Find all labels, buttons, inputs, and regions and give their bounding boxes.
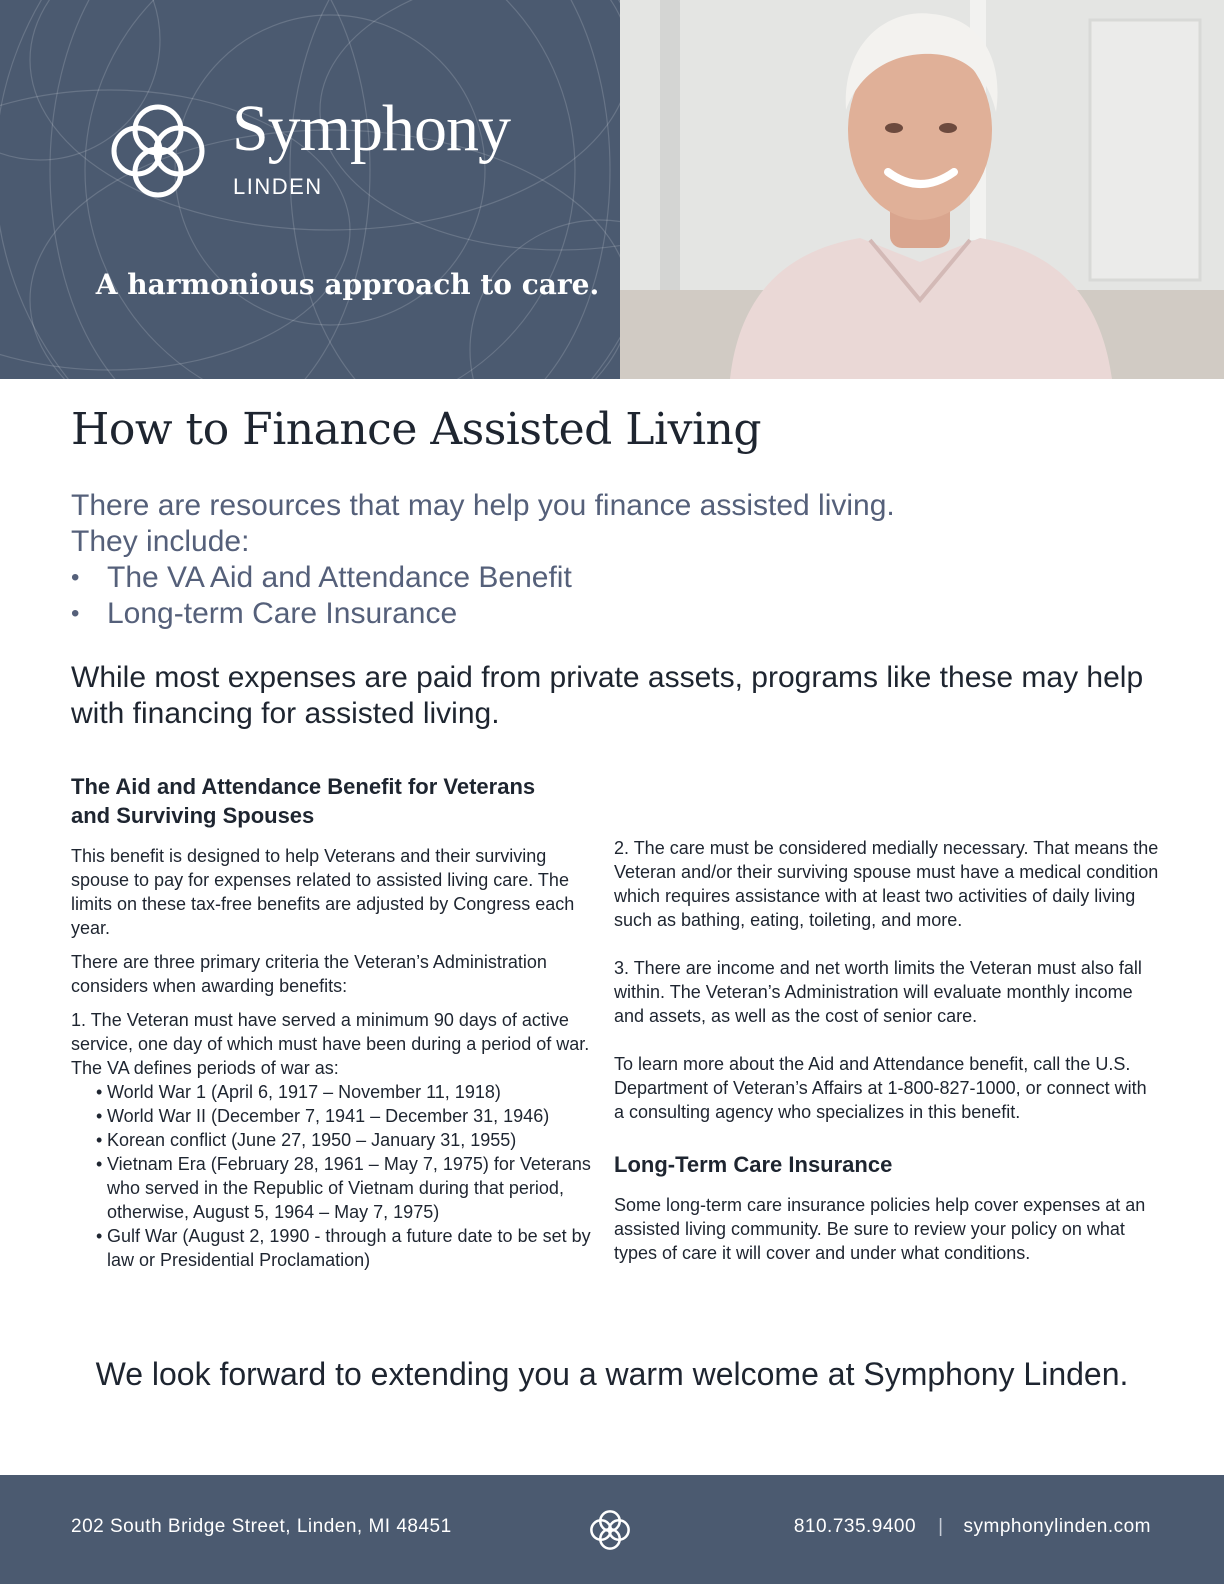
list-item: • The VA Aid and Attendance Benefit (71, 560, 1151, 596)
footer-website: symphonylinden.com (963, 1516, 1151, 1537)
list-item: • Long-term Care Insurance (71, 596, 1151, 632)
left-column (71, 772, 606, 1272)
list-item: • Gulf War (August 2, 1990 - through a future date to be set by law or Presidential Proclamation) (96, 1224, 606, 1272)
footer-contact (794, 1516, 1151, 1538)
lead-paragraph: While most expenses are paid from private assets, programs like these may help with financing for assisted living. (71, 661, 1144, 730)
footer-address: 202 South Bridge Street, Linden, MI 48451 (71, 1516, 452, 1537)
aid-paragraph-1: This benefit is designed to help Veterans and their surviving spouse to pay for expenses related to assisted living care. The limits on these tax-free benefits are adjusted by Congress each year. (71, 846, 575, 938)
closing-message: We look forward to extending you a warm welcome at Symphony Linden. (95, 1356, 1129, 1392)
heading-line-2: and Surviving Spouses (71, 803, 315, 828)
criterion-1: 1. The Veteran must have served a minimum 90 days of active service, one day of which must have been during a period of war. (71, 1010, 590, 1054)
intro-line-1: There are resources that may help you finance assisted living. (71, 489, 895, 522)
intro-text (71, 488, 1151, 560)
page-footer (0, 1475, 1224, 1584)
intro-block (71, 488, 1151, 632)
brand-name: Symphony (232, 92, 511, 165)
aid-section-heading (71, 772, 606, 830)
list-item: • World War 1 (April 6, 1917 – November 11, 1918) (96, 1080, 606, 1104)
list-item: • World War II (December 7, 1941 – December 31, 1946) (96, 1104, 606, 1128)
brand-panel (0, 0, 620, 379)
page-header (0, 0, 1224, 379)
footer-phone: 810.735.9400 (793, 1516, 917, 1537)
hero-photo (620, 0, 1224, 379)
war-periods-list (71, 1080, 606, 1272)
heading-line-1: The Aid and Attendance Benefit for Veterans (71, 774, 536, 799)
brand-location: LINDEN (233, 174, 323, 199)
resource-list (71, 560, 1151, 632)
criterion-3: 3. There are income and net worth limits the Veteran must also fall within. The Veteran’s Administration will evaluate monthly income and assets, as well as the cost of senior care. (614, 958, 1142, 1026)
symphony-logo-icon (106, 99, 210, 203)
ltc-paragraph: Some long-term care insurance policies help cover expenses at an assisted living community. Be sure to review your policy on what types of care it will cover and under what conditions. (614, 1195, 1146, 1263)
senior-man-photo (620, 0, 1224, 379)
criterion-2: 2. The care must be considered medially necessary. That means the Veteran and/or their surviving spouse must have a medical condition which requires assistance with at least two activities of daily living such as bathing, eating, toileting, and more. (614, 838, 1159, 930)
footer-separator: | (938, 1516, 944, 1537)
tagline: A harmonious approach to care. (95, 268, 600, 301)
intro-line-2: They include: (71, 525, 250, 558)
war-periods-intro: The VA defines periods of war as: (71, 1058, 339, 1078)
list-item: • Vietnam Era (February 28, 1961 – May 7, 1975) for Veterans who served in the Republic of Vietnam during that period, otherwise, August 5, 1964 – May 7, 1975) (96, 1152, 606, 1224)
footer-logo-icon (588, 1508, 632, 1552)
page-title: How to Finance Assisted Living (71, 404, 762, 455)
ltc-section-heading: Long-Term Care Insurance (614, 1152, 893, 1177)
learn-more-paragraph: To learn more about the Aid and Attendance benefit, call the U.S. Department of Veteran’s Affairs at 1-800-827-1000, or connect with a consulting agency who specializes in this benefit. (614, 1054, 1147, 1122)
right-column (614, 836, 1159, 1265)
list-item: • Korean conflict (June 27, 1950 – January 31, 1955) (96, 1128, 606, 1152)
aid-paragraph-2: There are three primary criteria the Veteran’s Administration considers when awarding benefits: (71, 952, 547, 996)
